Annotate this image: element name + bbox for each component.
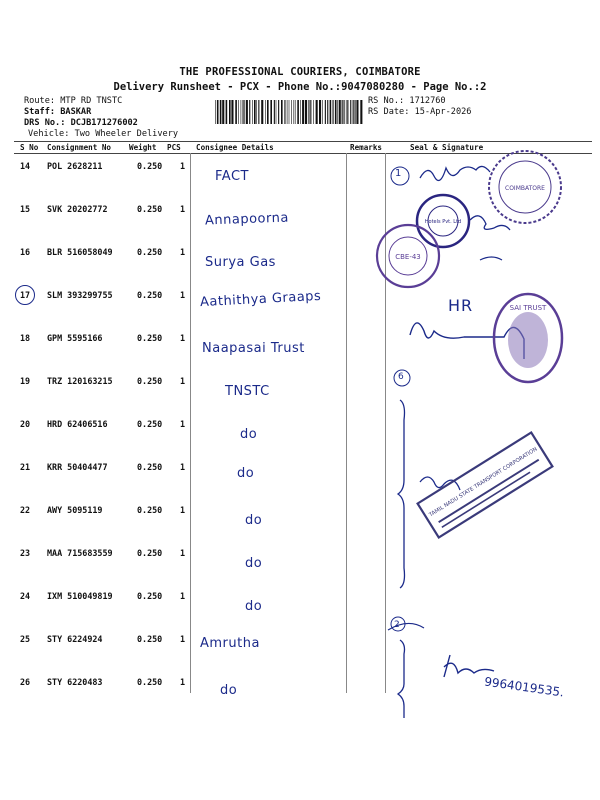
row-pcs: 1: [180, 634, 186, 644]
row-sno: 18: [20, 333, 31, 343]
row-weight: 0.250: [137, 290, 163, 300]
staff-name: BASKAR: [60, 107, 92, 117]
row-consignment: GPM 5595166: [47, 333, 103, 343]
row-consignment: SVK 20202772: [47, 204, 108, 214]
row-consignee-handwritten: Aathithya Graaps: [199, 288, 322, 311]
row-consignment: STY 6220483: [47, 677, 103, 687]
drs-line: [24, 118, 138, 128]
row-consignment: STY 6224924: [47, 634, 103, 644]
drs-number: DCJB171276002: [70, 118, 138, 128]
row-sno: 25: [20, 634, 31, 644]
hotels-text: Hotels Pvt. Ltd: [424, 219, 462, 225]
row-consignee-handwritten: Annapoorna: [204, 210, 290, 229]
row-consignment: TRZ 120163215: [47, 376, 113, 386]
sai-trust-seal: [490, 290, 566, 386]
staff-label: Staff:: [24, 107, 56, 117]
row-weight: 0.250: [137, 161, 163, 171]
row-consignee-handwritten: Surya Gas: [205, 255, 276, 270]
row-weight: 0.250: [137, 634, 163, 644]
row-consignee-handwritten: do: [245, 513, 263, 528]
rs-number: RS No.: 1712760: [368, 96, 446, 106]
row-pcs: 1: [180, 591, 186, 601]
row-weight: 0.250: [137, 333, 163, 343]
row-weight: 0.250: [137, 677, 163, 687]
row-consignee-handwritten: Amrutha: [200, 636, 260, 651]
row-weight: 0.250: [137, 505, 163, 515]
row-consignment: BLR 516058049: [47, 247, 113, 257]
header-seal: Seal & Signature: [410, 143, 484, 152]
row-pcs: 1: [180, 247, 186, 257]
row-pcs: 1: [180, 548, 186, 558]
row-pcs: 1: [180, 419, 186, 429]
row-pcs: 1: [180, 204, 186, 214]
header-sno: S No: [20, 143, 39, 152]
row-weight: 0.250: [137, 462, 163, 472]
header-remarks: Remarks: [350, 143, 383, 152]
row-pcs: 1: [180, 333, 186, 343]
row-consignee-handwritten: do: [240, 427, 258, 442]
row-sno: 23: [20, 548, 31, 558]
row-pcs: 1: [180, 290, 186, 300]
row-consignee-handwritten: do: [245, 599, 263, 614]
sai-trust-text: SAI TRUST: [509, 304, 547, 312]
row-pcs: 1: [180, 677, 186, 687]
row-weight: 0.250: [137, 419, 163, 429]
row-sno: 21: [20, 462, 31, 472]
row-pcs: 1: [180, 462, 186, 472]
count-six: 6: [398, 372, 404, 382]
row-weight: 0.250: [137, 247, 163, 257]
staff-line: [24, 107, 91, 117]
tnstc-seal: [410, 420, 560, 550]
surya-gas-seal: [372, 222, 444, 290]
row-pcs: 1: [180, 505, 186, 515]
count-one: 1: [395, 168, 402, 179]
row-weight: 0.250: [137, 548, 163, 558]
header-consignee: Consignee Details: [196, 143, 274, 152]
company-title: THE PROFESSIONAL COURIERS, COIMBATORE: [179, 66, 421, 78]
row-sno: 22: [20, 505, 31, 515]
row-consignee-handwritten: do: [237, 466, 255, 481]
vehicle-text: Vehicle: Two Wheeler Delivery: [28, 129, 179, 139]
row-consignee-handwritten: Naapasai Trust: [202, 341, 305, 356]
route-text: Route: MTP RD TNSTC: [24, 96, 123, 106]
row-sno: 17: [20, 290, 31, 300]
row-consignment: HRD 62406516: [47, 419, 108, 429]
row-sno: 14: [20, 161, 31, 171]
row-sno: 20: [20, 419, 31, 429]
header-weight: Weight: [129, 143, 157, 152]
row-pcs: 1: [180, 161, 186, 171]
row-consignee-handwritten: FACT: [215, 169, 249, 184]
row-consignment: SLM 393299755: [47, 290, 113, 300]
row-weight: 0.250: [137, 204, 163, 214]
row-weight: 0.250: [137, 591, 163, 601]
coimbatore-text: COIMBATORE: [505, 185, 545, 192]
cbe-text: CBE-43: [395, 253, 421, 261]
row-weight: 0.250: [137, 376, 163, 386]
header-consignment: Consignment No: [47, 143, 112, 152]
rs-date: RS Date: 15-Apr-2026: [368, 107, 472, 117]
count-two: 2: [394, 620, 400, 630]
row-consignee-handwritten: do: [220, 683, 238, 698]
row-consignment: IXM 510049819: [47, 591, 113, 601]
row-sno: 15: [20, 204, 31, 214]
row-sno: 24: [20, 591, 31, 601]
row-17-circle-mark: [15, 285, 35, 305]
tnstc-text: TAMIL NADU STATE TRANSPORT CORPORATION: [428, 446, 539, 519]
runsheet-title: Delivery Runsheet - PCX - Phone No.:9047080280 - Page No.:2: [113, 81, 487, 93]
row-consignee-handwritten: do: [245, 556, 263, 571]
row-consignee-handwritten: TNSTC: [225, 384, 270, 399]
row-sno: 26: [20, 677, 31, 687]
row-sno: 16: [20, 247, 31, 257]
row-consignment: POL 2628211: [47, 161, 103, 171]
hr-initials: HR: [448, 296, 474, 315]
row-pcs: 1: [180, 376, 186, 386]
header-pcs: PCS: [167, 143, 181, 152]
row-sno: 19: [20, 376, 31, 386]
phone-number: 9964019535.: [483, 674, 565, 700]
barcode: [213, 100, 363, 124]
row-consignment: KRR 50404477: [47, 462, 108, 472]
row-consignment: AWY 5095119: [47, 505, 103, 515]
coimbatore-seal: [485, 147, 565, 227]
drs-label: DRS No.:: [24, 118, 66, 128]
table-top-line: [14, 141, 592, 142]
row-consignment: MAA 715683559: [47, 548, 113, 558]
